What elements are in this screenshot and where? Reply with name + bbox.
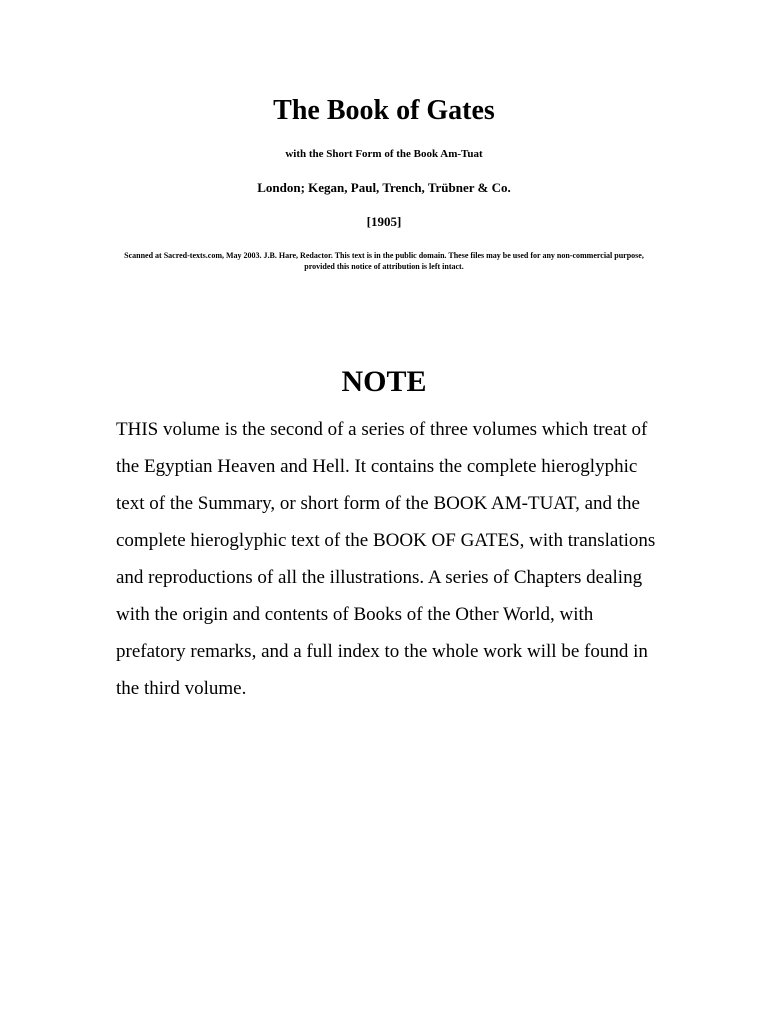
publisher-line: London; Kegan, Paul, Trench, Trübner & Co. (257, 180, 511, 195)
document-title: The Book of Gates (273, 95, 495, 126)
document-subtitle: with the Short Form of the Book Am-Tuat (285, 148, 483, 160)
note-paragraph: THIS volume is the second of a series of three volumes which treat of the Egyptian Heaven and Hell. It contains the complete hieroglyphic text of the Summary, or short form of the BOOK AM-TUAT, and the complete hieroglyphic text of the BOOK OF GATES, with translations and reproductions of all the illustrations. A series of Chapters dealing with the origin and contents of Books of the Other World, with prefatory remarks, and a full index to the whole work will be found in the third volume. (116, 419, 656, 699)
note-heading: NOTE (341, 365, 427, 398)
publication-year: [1905] (366, 214, 402, 229)
scan-attribution-note: Scanned at Sacred-texts.com, May 2003. J.B. Hare, Redactor. This text is in the public domain. These files may be used for any non-commercial purpose, provided this notice of attribution is left intact. (124, 251, 644, 271)
